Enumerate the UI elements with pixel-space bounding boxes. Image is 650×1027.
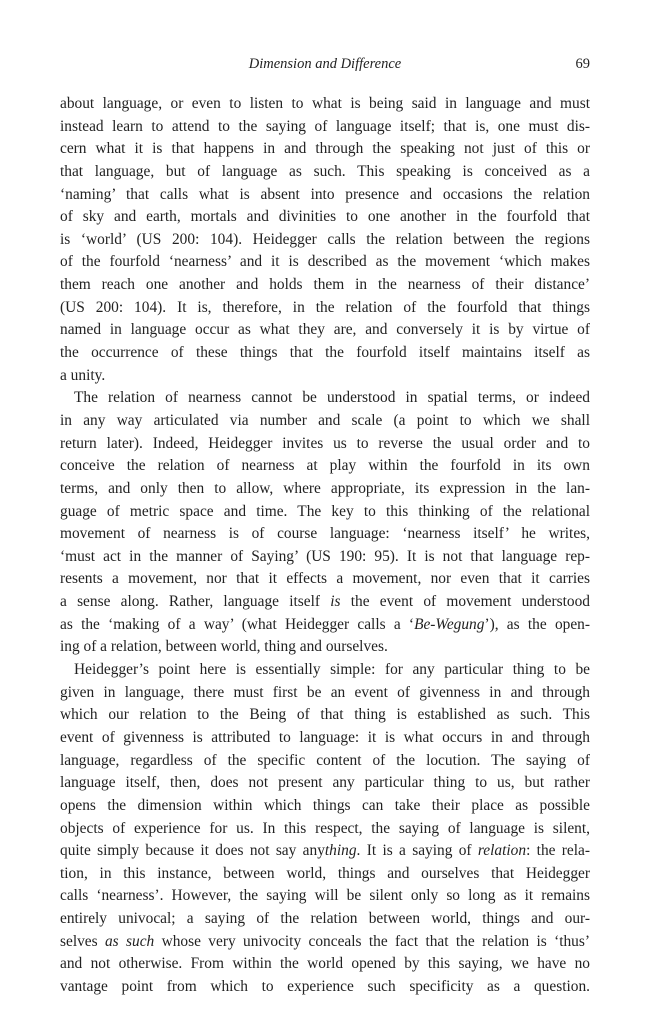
text-line: language, regardless of the specific content of the locution. The saying of xyxy=(60,751,590,769)
italic-text: Be-Wegung xyxy=(414,615,485,633)
text-run: a sense along. Rather, language itself xyxy=(60,593,331,611)
text-run: ’), as the open- xyxy=(484,615,590,633)
text-line: movement of nearness is of course language: ‘nearness itself’ he writes, xyxy=(60,525,590,543)
text-line: named in language occur as what they are, and conversely it is by virtue of xyxy=(60,321,590,339)
italic-text: is xyxy=(330,593,341,611)
text-line: opens the dimension within which things can take their place as possible xyxy=(60,796,590,814)
text-line: ‘must act in the manner of Saying’ (US 190: 95). It is not that language rep- xyxy=(60,547,590,565)
text-line: a unity. xyxy=(60,366,106,384)
text-line: conceive the relation of nearness at play within the fourfold in its own xyxy=(60,457,590,475)
text-line: entirely univocal; a saying of the relation between world, things and our- xyxy=(60,910,590,928)
text-line: which our relation to the Being of that thing is established as such. This xyxy=(60,706,590,724)
text-line: vantage point from which to experience such specificity as a question. xyxy=(60,977,590,995)
text-run: whose very univocity conceals the fact that the relation is ‘thus’ xyxy=(154,932,590,950)
text-line: them reach one another and holds them in the nearness of their distance’ xyxy=(60,276,590,294)
text-line: that language, but of language as such. This speaking is conceived as a xyxy=(60,162,590,180)
text-line: event of givenness is attributed to language: it is what occurs in and through xyxy=(60,728,590,746)
text-line: The relation of nearness cannot be understood in spatial terms, or indeed xyxy=(74,389,590,407)
text-line: of the fourfold ‘nearness’ and it is described as the movement ‘which makes xyxy=(60,253,590,271)
text-line: about language, or even to listen to what is being said in language and must xyxy=(60,95,590,112)
text-line xyxy=(60,840,590,863)
text-line: of sky and earth, mortals and divinities to one another in the fourfold that xyxy=(60,208,590,226)
text-line: terms, and only then to allow, where appropriate, its expression in the lan- xyxy=(60,479,590,497)
text-line: return later). Indeed, Heidegger invites us to reverse the usual order and to xyxy=(60,434,590,452)
text-line: tion, in this instance, between world, things and ourselves that Heidegger xyxy=(60,864,590,882)
text-line xyxy=(60,591,590,614)
text-line: guage of metric space and time. The key to this thinking of the relational xyxy=(60,502,590,520)
italic-text: as such xyxy=(104,932,155,950)
text-line: objects of experience for us. In this respect, the saying of language is silent, xyxy=(60,819,590,837)
text-line: resents a movement, nor that it effects a movement, nor even that it carries xyxy=(60,570,590,588)
text-run: : the rela- xyxy=(526,842,590,860)
text-line xyxy=(60,931,590,954)
text-run: quite simply because it does not say any xyxy=(60,842,325,860)
italic-text: thing xyxy=(324,842,357,860)
body-text xyxy=(60,93,590,999)
running-title: Dimension and Difference xyxy=(248,56,402,72)
text-line: cern what it is that happens in and through the speaking not just of this or xyxy=(60,140,590,158)
text-line: calls ‘nearness’. However, the saying will be silent only so long as it remains xyxy=(60,887,590,905)
text-line: given in language, there must first be an event of givenness in and through xyxy=(60,683,590,701)
text-run: as the ‘making of a way’ (what Heidegger calls a ‘ xyxy=(60,615,415,633)
text-line: the occurrence of these things that the fourfold itself maintains itself as xyxy=(60,344,590,362)
text-line: and not otherwise. From within the world opened by this saying, we have no xyxy=(60,955,590,973)
running-head xyxy=(60,56,590,80)
text-line: (US 200: 104). It is, therefore, in the relation of the fourfold that things xyxy=(60,298,590,316)
text-line: in any way articulated via number and scale (a point to which we shall xyxy=(60,411,590,429)
text-line: is ‘world’ (US 200: 104). Heidegger calls the relation between the regions xyxy=(60,230,590,248)
text-run: . It is a saying of xyxy=(356,842,478,860)
page-number: 69 xyxy=(575,56,590,72)
text-run: selves xyxy=(60,932,105,950)
text-line: ing of a relation, between world, thing and ourselves. xyxy=(60,638,388,656)
text-run: the event of movement understood xyxy=(340,593,590,611)
text-line: language itself, then, does not present any particular thing to us, but rather xyxy=(60,774,590,792)
text-line: instead learn to attend to the saying of language itself; that is, one must dis- xyxy=(60,117,590,135)
italic-text: relation xyxy=(477,842,527,860)
text-line: Heidegger’s point here is essentially simple: for any particular thing to be xyxy=(74,661,590,679)
text-line xyxy=(60,614,590,637)
text-line: ‘naming’ that calls what is absent into presence and occasions the relation xyxy=(60,185,590,203)
